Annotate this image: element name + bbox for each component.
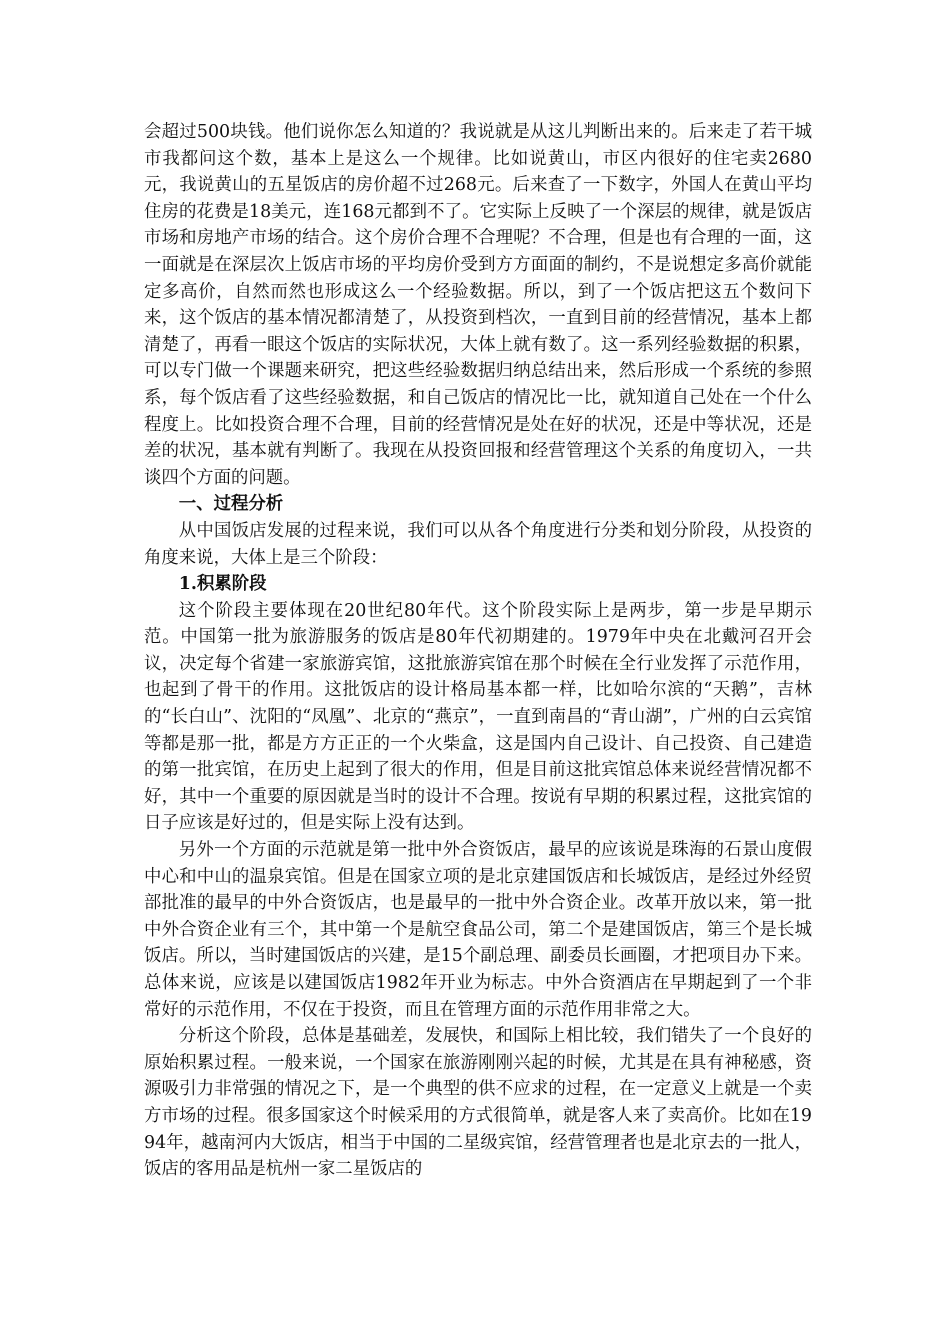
subsection-heading: 1.积累阶段 (178, 574, 267, 595)
body-paragraph: 另外一个方面的示范就是第一批中外合资饭店，最早的应该说是珠海的石景山度假中心和中山的温泉宾馆。但是在国家立项的是北京建国饭店和长城饭店，是经过外经贸部批准的最早的中外合资饭店，也是最早的一批中外合资企业。改革开放以来，第一批中外合资企业有三个，其中第一个是航空食品公司，第二个是建国饭店，第三个是长城饭店。所以，当时建国饭店的兴建，是15个副总理、副委员长画圈，才把项目办下来。总体来说，应该是以建国饭店1982年开业为标志。中外合资酒店在早期起到了一个非常好的示范作用，不仅在于投资，而且在管理方面的示范作用非常之大。 (144, 840, 812, 1020)
section-heading: 一、过程分析 (178, 494, 284, 515)
body-paragraph: 这个阶段主要体现在20世纪80年代。这个阶段实际上是两步，第一步是早期示范。中国第一批为旅游服务的饭店是80年代初期建的。1979年中央在北戴河召开会议，决定每个省建一家旅游宾馆，这批旅游宾馆在那个时候在全行业发挥了示范作用，也起到了骨干的作用。这批饭店的设计格局基本都一样，比如哈尔滨的“天鹅”，吉林的“长白山”、沈阳的“凤凰”、北京的“燕京”，一直到南昌的“青山湖”，广州的白云宾馆等都是那一批，都是方方正正的一个火柴盒，这是国内自己设计、自己投资、自己建造的第一批宾馆，在历史上起到了很大的作用，但是目前这批宾馆总体来说经营情况都不好，其中一个重要的原因就是当时的设计不合理。按说有早期的积累过程，这批宾馆的日子应该是好过的，但是实际上没有达到。 (144, 600, 812, 834)
document-page (144, 119, 812, 1183)
body-paragraph: 分析这个阶段，总体是基础差，发展快，和国际上相比较，我们错失了一个良好的原始积累过程。一般来说，一个国家在旅游刚刚兴起的时候，尤其是在具有神秘感，资源吸引力非常强的情况之下，是一个典型的供不应求的过程，在一定意义上就是一个卖方市场的过程。很多国家这个时候采用的方式很简单，就是客人来了卖高价。比如在1994年，越南河内大饭店，相当于中国的二星级宾馆，经营管理者也是北京去的一批人，饭店的客用品是杭州一家二星饭店的 (144, 1026, 812, 1180)
body-paragraph: 会超过500块钱。他们说你怎么知道的？我说就是从这儿判断出来的。后来走了若干城市我都问这个数，基本上是这么一个规律。比如说黄山，市区内很好的住宅卖2680元，我说黄山的五星饭店的房价超不过268元。后来查了一下数字，外国人在黄山平均住房的花费是18美元，连168元都到不了。它实际上反映了一个深层的规律，就是饭店市场和房地产市场的结合。这个房价合理不合理呢？不合理，但是也有合理的一面，这一面就是在深层次上饭店市场的平均房价受到方方面面的制约，不是说想定多高价就能定多高价，自然而然也形成这么一个经验数据。所以，到了一个饭店把这五个数问下来，这个饭店的基本情况都清楚了，从投资到档次，一直到目前的经营情况，基本上都清楚了，再看一眼这个饭店的实际状况，大体上就有数了。这一系列经验数据的积累，可以专门做一个课题来研究，把这些经验数据归纳总结出来，然后形成一个系统的参照系，每个饭店看了这些经验数据，和自己饭店的情况比一比，就知道自己处在一个什么程度上。比如投资合理不合理，目前的经营情况是处在好的状况，还是中等状况，还是差的状况，基本就有判断了。我现在从投资回报和经营管理这个关系的角度切入，一共谈四个方面的问题。 (144, 122, 812, 488)
body-paragraph: 从中国饭店发展的过程来说，我们可以从各个角度进行分类和划分阶段，从投资的角度来说，大体上是三个阶段： (144, 520, 812, 568)
